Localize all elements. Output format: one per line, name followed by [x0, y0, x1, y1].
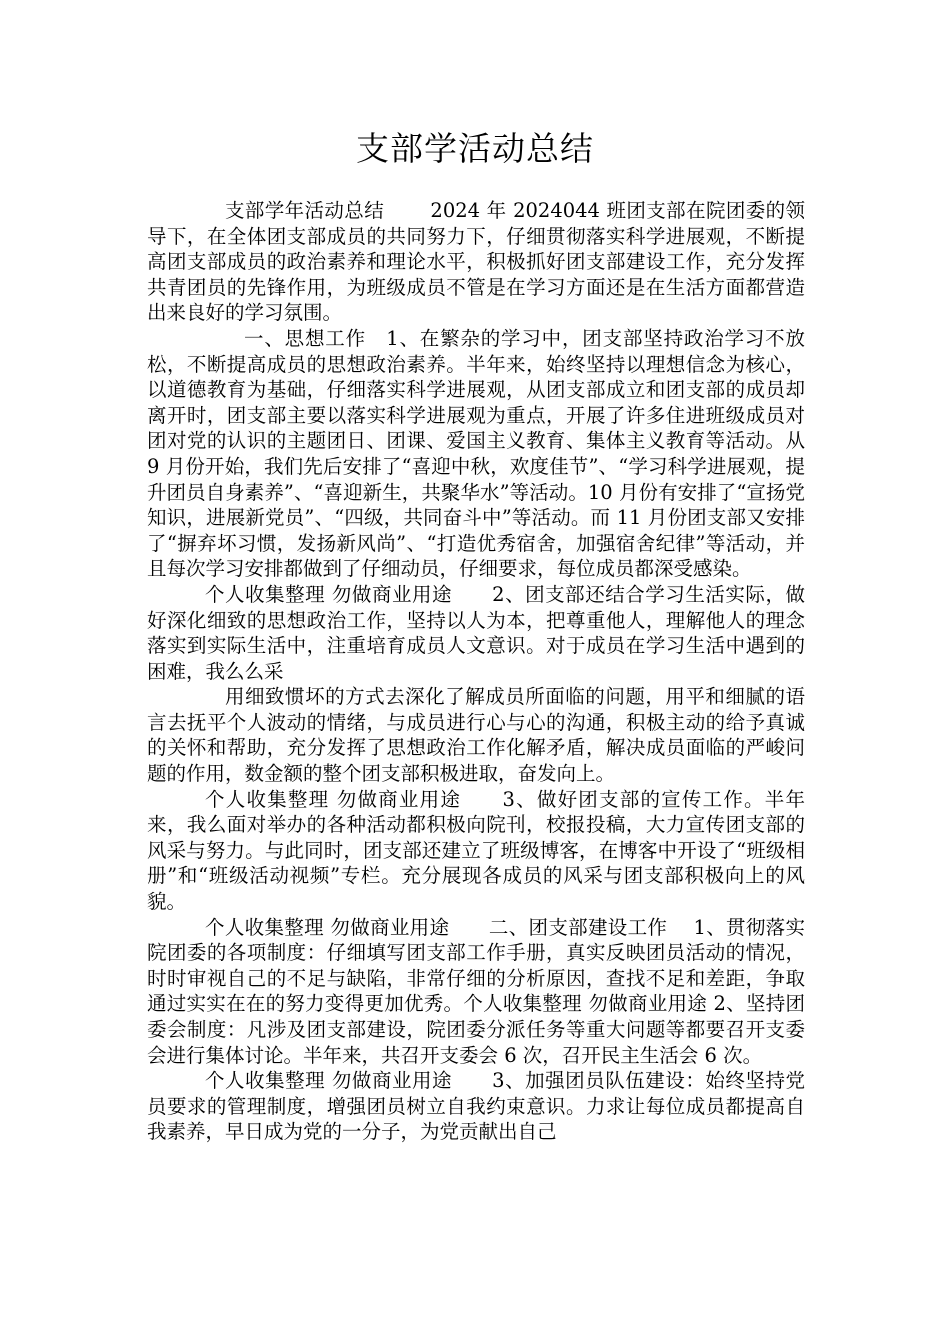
paragraph-intro: 支部学年活动总结 2024 年 2024044 班团支部在院团委的领导下，在全体团支部成员的共同努力下，仔细贯彻落实科学进展观，不断提高团支部成员的政治素养和理论水平，积极抓好团支部建设工作，充分发挥共青团员的先锋作用，为班级成员不管是在学习方面还是在生活方面都营造出来良好的学习氛围。	[147, 199, 805, 325]
paragraph-ideology-2-continued: 用细致惯坏的方式去深化了解成员所面临的问题，用平和细腻的语言去抚平个人波动的情绪，与成员进行心与心的沟通，积极主动的给予真诚的关怀和帮助，充分发挥了思想政治工作化解矛盾，解决成员面临的严峻问题的作用，数金额的整个团支部积极进取，奋发向上。	[147, 685, 805, 786]
paragraph-ideology-2: 个人收集整理 勿做商业用途 2、团支部还结合学习生活实际，做好深化细致的思想政治工作，坚持以人为本，把尊重他人，理解他人的理念落实到实际生活中，注重培育成员人文意识。对于成员在学习生活中遇到的困难，我么么采	[147, 582, 805, 683]
paragraph-publicity: 个人收集整理 勿做商业用途 3、做好团支部的宣传工作。半年来，我么面对举办的各种活动都积极向院刊，校报投稿，大力宣传团支部的风采与努力。与此同时，团支部还建立了班级博客，在博客中开设了“班级相册”和“班级活动视频”专栏。充分展现各成员的风采与团支部积极向上的风貌。	[147, 787, 805, 914]
document-body	[147, 198, 805, 1145]
document-title: 支部学活动总结	[356, 129, 594, 168]
paragraph-team-building: 个人收集整理 勿做商业用途 3、加强团员队伍建设：始终坚持党员要求的管理制度，增强团员树立自我约束意识。力求让每位成员都提高自我素养，早日成为党的一分子，为党贡献出自己	[147, 1069, 805, 1144]
paragraph-branch-building: 个人收集整理 勿做商业用途 二、团支部建设工作 1、贯彻落实院团委的各项制度：仔细填写团支部工作手册，真实反映团员活动的情况，时时审视自己的不足与缺陷，非常仔细的分析原因，查找不足和差距，争取通过实实在在的努力变得更加优秀。个人收集整理 勿做商业用途 2、坚持团委会制度：凡涉及团支部建设，院团委分派任务等重大问题等都要召开支委会进行集体讨论。半年来，共召开支委会 6 次，召开民主生活会 6 次。	[147, 915, 805, 1067]
paragraph-ideology-1: 一、思想工作 1、在繁杂的学习中，团支部坚持政治学习不放松，不断提高成员的思想政治素养。半年来，始终坚持以理想信念为核心，以道德教育为基础，仔细落实科学进展观，从团支部成立和团支部的成员却离开时，团支部主要以落实科学进展观为重点，开展了许多住进班级成员对团对党的认识的主题团日、团课、爱国主义教育、集体主义教育等活动。从 9 月份开始，我们先后安排了“喜迎中秋，欢度佳节”、“学习科学进展观，提升团员自身素养”、“喜迎新生，共聚华水”等活动。10 月份有安排了“宣扬党知识，进展新党员”、“四级，共同奋斗中”等活动。而 11 月份团支部又安排了“摒弃坏习惯，发扬新风尚”、“打造优秀宿舍，加强宿舍纪律”等活动，并且每次学习安排都做到了仔细动员，仔细要求，每位成员都深受感染。	[147, 326, 805, 581]
